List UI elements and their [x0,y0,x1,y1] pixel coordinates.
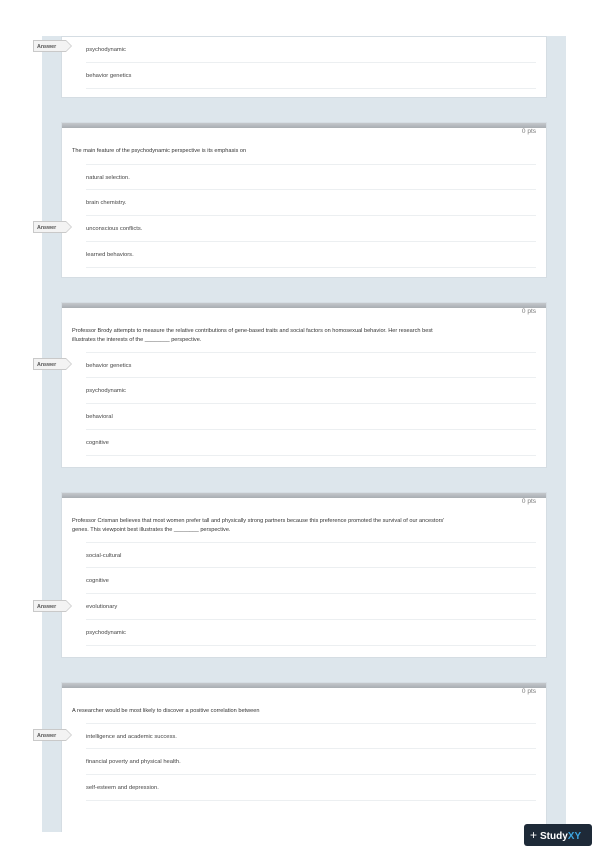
question-card-2 [61,122,547,278]
correct-answer-marker: Answer [33,358,66,370]
option-learned-behaviors[interactable]: learned behaviors. [86,242,536,268]
option-behavioral[interactable]: behavioral [86,404,536,430]
option-social-cultural[interactable]: social-cultural [86,542,536,568]
question-text: Professor Brody attempts to measure the relative contributions of gene-based traits and social factors on homosexual behavior. Her research best illustrates the interests of the ________ perspective. [72,328,433,343]
option-psychodynamic[interactable]: psychodynamic [86,378,536,404]
option-intelligence-academic-success[interactable]: intelligence and academic success. [86,723,536,749]
option-cognitive[interactable]: cognitive [86,430,536,456]
card-header-bar [62,123,546,128]
question-card-1 [61,36,547,98]
option-natural-selection[interactable]: natural selection. [86,164,536,190]
option-brain-chemistry[interactable]: brain chemistry. [86,190,536,216]
points-label: 0 pts [521,128,536,135]
option-behavior-genetics[interactable]: behavior genetics [86,63,536,89]
correct-answer-marker: Answer [33,221,66,233]
option-unconscious-conflicts[interactable]: unconscious conflicts. [86,216,536,242]
correct-answer-marker: Answer [33,729,66,741]
points-label: 0 pts [521,498,536,505]
plus-icon: + [530,828,538,842]
question-text: A researcher would be most likely to discover a positive correlation between [72,708,260,714]
option-financial-poverty-physical-health[interactable]: financial poverty and physical health. [86,749,536,775]
option-evolutionary[interactable]: evolutionary [86,594,536,620]
option-cognitive[interactable]: cognitive [86,568,536,594]
correct-answer-marker: Answer [33,40,66,52]
question-card-3 [61,302,547,468]
points-label: 0 pts [521,308,536,315]
question-text: Professor Crisman believes that most women prefer tall and physically strong partners because this preference promoted the survival of our ancestors' genes. This viewpoint best illustrates the ________ perspective. [72,518,445,533]
question-card-5 [61,682,547,832]
studyxy-logo: + StudyXY [524,824,592,846]
points-label: 0 pts [521,688,536,695]
question-text: The main feature of the psychodynamic perspective is its emphasis on [72,148,247,154]
correct-answer-marker: Answer [33,600,66,612]
option-behavior-genetics[interactable]: behavior genetics [86,352,536,378]
card-header-bar [62,303,546,308]
option-self-esteem-depression[interactable]: self-esteem and depression. [86,775,536,801]
option-psychodynamic[interactable]: psychodynamic [86,37,536,63]
question-card-4 [61,492,547,658]
card-header-bar [62,493,546,498]
card-header-bar [62,683,546,688]
option-psychodynamic[interactable]: psychodynamic [86,620,536,646]
